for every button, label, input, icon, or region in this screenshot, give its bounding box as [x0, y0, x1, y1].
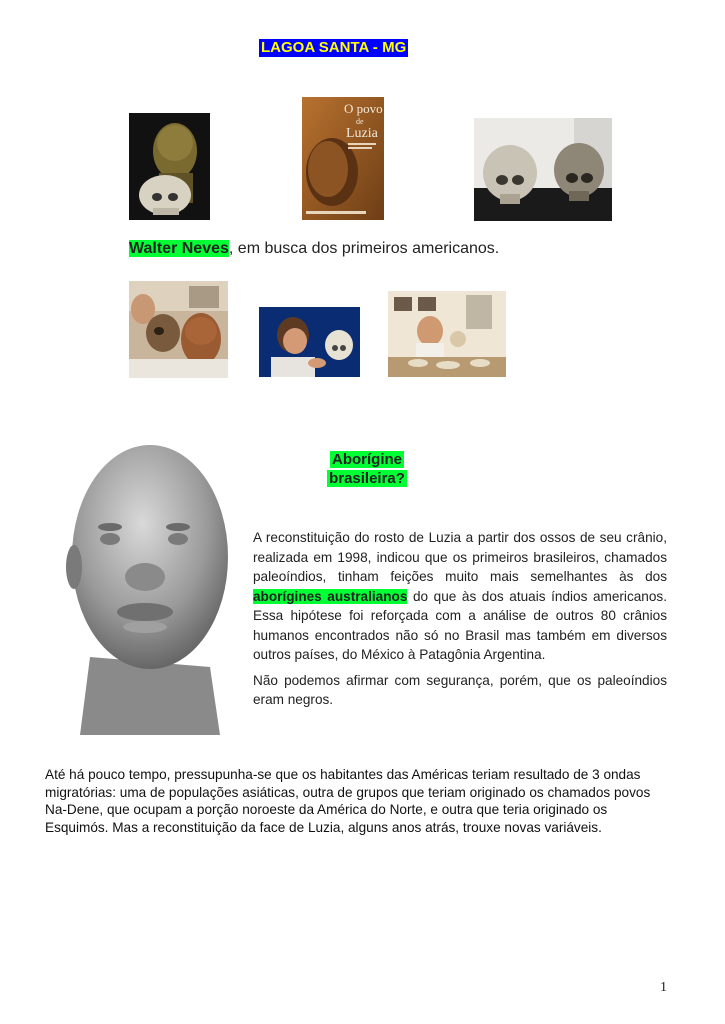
luzia-reconstruction-sculpture-photo — [50, 437, 230, 735]
subtitle — [129, 239, 499, 259]
aborigine-text — [253, 528, 667, 716]
aborigines-australianos-highlight: aborígines australianos — [253, 588, 408, 604]
two-skulls-photo — [474, 118, 612, 221]
researcher-at-table-photo — [388, 291, 506, 377]
aborigine-paragraph-2: Não podemos afirmar com segurança, porém, que os paleoíndios eram negros. — [253, 672, 667, 707]
aborigine-heading — [322, 450, 412, 488]
subtitle-rest: , em busca dos primeiros americanos. — [228, 240, 500, 257]
researcher-examining-skull-photo — [259, 307, 360, 377]
svg-text:de: de — [356, 117, 364, 126]
book-cover-o-povo-de-luzia — [302, 97, 384, 220]
page-title: LAGOA SANTA - MG — [261, 39, 407, 56]
aborigine-paragraph-1 — [253, 528, 667, 665]
paragraph-1-end: do que às dos atuais índios americanos. Essa hipótese foi reforçada com a análise de outros 80 crânios humanos encontrados não só no Brasil mas também em diversos outros países, do México à Patagônia Argentina. — [253, 588, 667, 662]
bottom-paragraph: Até há pouco tempo, pressupunha-se que os habitantes das Américas teriam resultado de 3 ondas migratórias: uma de populações asiáticas, outra de grupos que teriam originado os chamados povos Na-Dene, que ocupam a porção noroeste da América do Norte, e outra que teria originado os Esquimós. Mas a reconstituição da face de Luzia, alguns anos atrás, trouxe novas variáveis. — [45, 767, 651, 835]
skull-with-reconstructed-head-photo — [129, 113, 210, 220]
researchers-with-head-photo — [129, 281, 228, 378]
aborigine-heading-line2: brasileira? — [329, 470, 405, 487]
walter-neves-name: Walter Neves — [129, 240, 229, 257]
svg-text:Luzia: Luzia — [346, 126, 378, 141]
paragraph-1-start: A reconstituição do rosto de Luzia a partir dos ossos de seu crânio, realizada em 1998, indicou que os primeiros brasileiros, chamados paleoíndios, tinham feições muito mais semelhantes às dos — [253, 530, 667, 584]
page-number: 1 — [660, 980, 667, 995]
aborigine-heading-line1: Aborígine — [332, 451, 402, 468]
svg-text:O povo: O povo — [344, 101, 383, 116]
